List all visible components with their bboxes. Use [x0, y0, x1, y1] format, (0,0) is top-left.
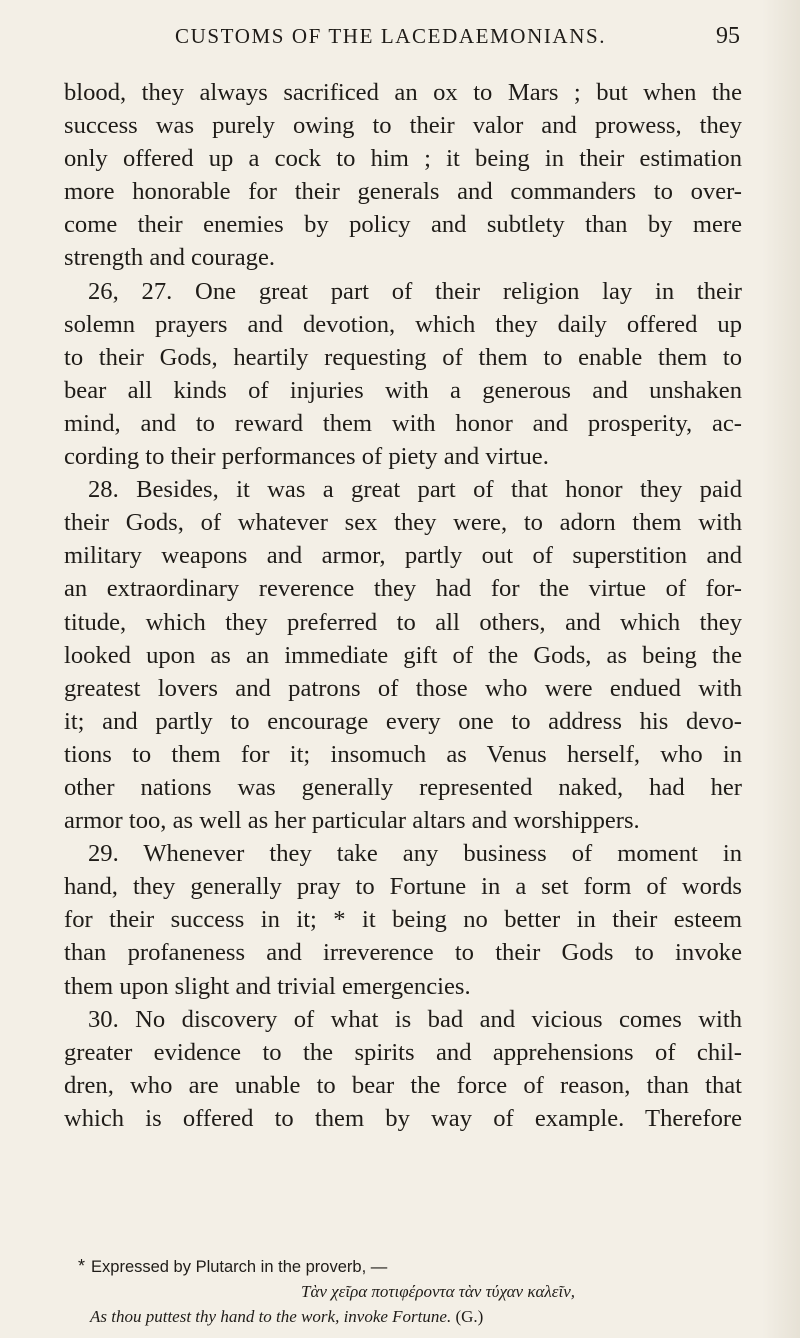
- text-line: mind, and to reward them with honor and prosperity, ac-: [64, 409, 742, 437]
- text-line: an extraordinary reverence they had for the virtue of for-: [64, 575, 742, 603]
- text-line: other nations was generally represented naked, had her: [64, 773, 742, 801]
- footnote-marker: *: [78, 1256, 86, 1276]
- text-line: more honorable for their generals and commanders to over-: [64, 178, 742, 206]
- text-line: hand, they generally pray to Fortune in a set form of words: [64, 873, 742, 901]
- footnote-greek-proverb: Τὰν χεῖρα ποτιφέροντα τὰν τύχαν καλεῖν,: [301, 1282, 575, 1301]
- running-title: CUSTOMS OF THE LACEDAEMONIANS.: [175, 24, 607, 48]
- text-line: it; and partly to encourage every one to address his devo-: [64, 707, 742, 735]
- footnote-translation: As thou puttest thy hand to the work, invoke Fortune.: [90, 1307, 452, 1326]
- body-text: [64, 76, 742, 1135]
- paragraph-28-start: 28. Besides, it was a great part of that honor they paid: [88, 476, 742, 504]
- text-line: strength and courage.: [64, 244, 276, 272]
- page-number: 95: [716, 23, 740, 49]
- text-line: solemn prayers and devotion, which they daily offered up: [64, 310, 742, 338]
- text-line: which is offered to them by way of example. Therefore: [64, 1104, 742, 1132]
- text-line: greatest lovers and patrons of those who were endued with: [64, 674, 742, 702]
- paragraph-29-start: 29. Whenever they take any business of moment in: [88, 840, 742, 868]
- text-line: blood, they always sacrificed an ox to Mars ; but when the: [64, 79, 742, 106]
- footnote: [76, 1254, 742, 1329]
- text-line: only offered up a cock to him ; it being in their estimation: [64, 145, 742, 173]
- text-line: tions to them for it; insomuch as Venus herself, who in: [64, 740, 742, 768]
- text-line: looked upon as an immediate gift of the Gods, as being the: [64, 641, 742, 669]
- paragraph-30-start: 30. No discovery of what is bad and vicious comes with: [88, 1005, 742, 1033]
- text-line: titude, which they preferred to all others, and which they: [64, 608, 742, 636]
- text-line: cording to their performances of piety and virtue.: [64, 443, 549, 471]
- footnote-intro: Expressed by Plutarch in the proverb, —: [91, 1258, 388, 1276]
- text-line-footnote-ref: for their success in it; * it being no better in their esteem: [64, 906, 742, 934]
- text-line: them upon slight and trivial emergencies.: [64, 972, 471, 1000]
- text-line: to their Gods, heartily requesting of them to enable them to: [64, 343, 742, 371]
- text-line: armor too, as well as her particular altars and worshippers.: [64, 807, 640, 835]
- text-line: success was purely owing to their valor and prowess, they: [64, 112, 742, 140]
- page-edge-shadow: [762, 0, 800, 1338]
- text-line: military weapons and armor, partly out of superstition and: [64, 542, 742, 570]
- text-line: greater evidence to the spirits and apprehensions of chil-: [64, 1038, 742, 1066]
- text-line: come their enemies by policy and subtlety than by mere: [64, 211, 742, 239]
- text-line: their Gods, of whatever sex they were, to adorn them with: [64, 509, 742, 537]
- text-line: than profaneness and irreverence to their Gods to invoke: [64, 939, 742, 967]
- paragraph-26-27-start: 26, 27. One great part of their religion lay in their: [88, 277, 742, 305]
- running-head: [175, 19, 740, 53]
- footnote-intro-line: [76, 1254, 742, 1279]
- footnote-translation-line: [76, 1304, 742, 1329]
- footnote-attribution: (G.): [455, 1307, 484, 1326]
- text-line: bear all kinds of injuries with a generous and unshaken: [64, 376, 742, 404]
- text-line: dren, who are unable to bear the force of reason, than that: [64, 1071, 742, 1099]
